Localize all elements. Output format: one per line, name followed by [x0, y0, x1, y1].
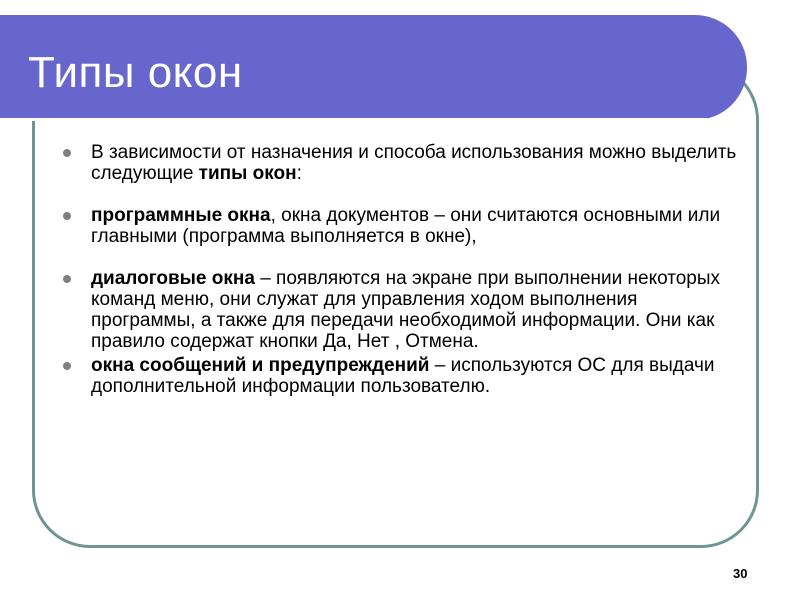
bullet-text-lead: В зависимости от назначения и способа использования можно выделить следующие — [91, 142, 737, 184]
bullet-item-program-windows — [62, 205, 742, 247]
slide-title: Типы окон — [28, 48, 243, 97]
bullet-text-bold: программные окна — [91, 205, 271, 226]
bullet-item-dialog-windows — [62, 268, 742, 352]
title-banner — [0, 15, 747, 120]
page-number: 30 — [733, 566, 748, 581]
bullet-text-rest: : — [296, 163, 302, 184]
bullet-dot-icon — [63, 212, 71, 220]
bullet-text-bold: окна сообщений и предупреждений — [91, 355, 430, 376]
bullet-dot-icon — [63, 275, 71, 283]
bullet-text-bold: типы окон — [198, 163, 297, 184]
bullet-text-bold: диалоговые окна — [91, 268, 255, 289]
bullet-text-rest: , окна документов – они считаются основными или главными (программа выполняется в окне), — [91, 205, 721, 247]
bullet-dot-icon — [63, 149, 71, 157]
bullet-dot-icon — [63, 362, 71, 370]
bullet-text-rest: – появляются на экране при выполнении некоторых команд меню, они служат для управления ходом выполнения программы, а также для передачи необходимой информации. Они как правило содержат кнопки Да, Нет , Отмена. — [91, 268, 721, 352]
bullet-text-rest: – используются ОС для выдачи дополнительной информации пользователю. — [91, 355, 715, 397]
title-underline — [0, 118, 707, 121]
bullet-list — [62, 142, 742, 397]
bullet-item-window-types-intro — [62, 142, 742, 184]
bullet-item-message-windows — [62, 355, 742, 397]
